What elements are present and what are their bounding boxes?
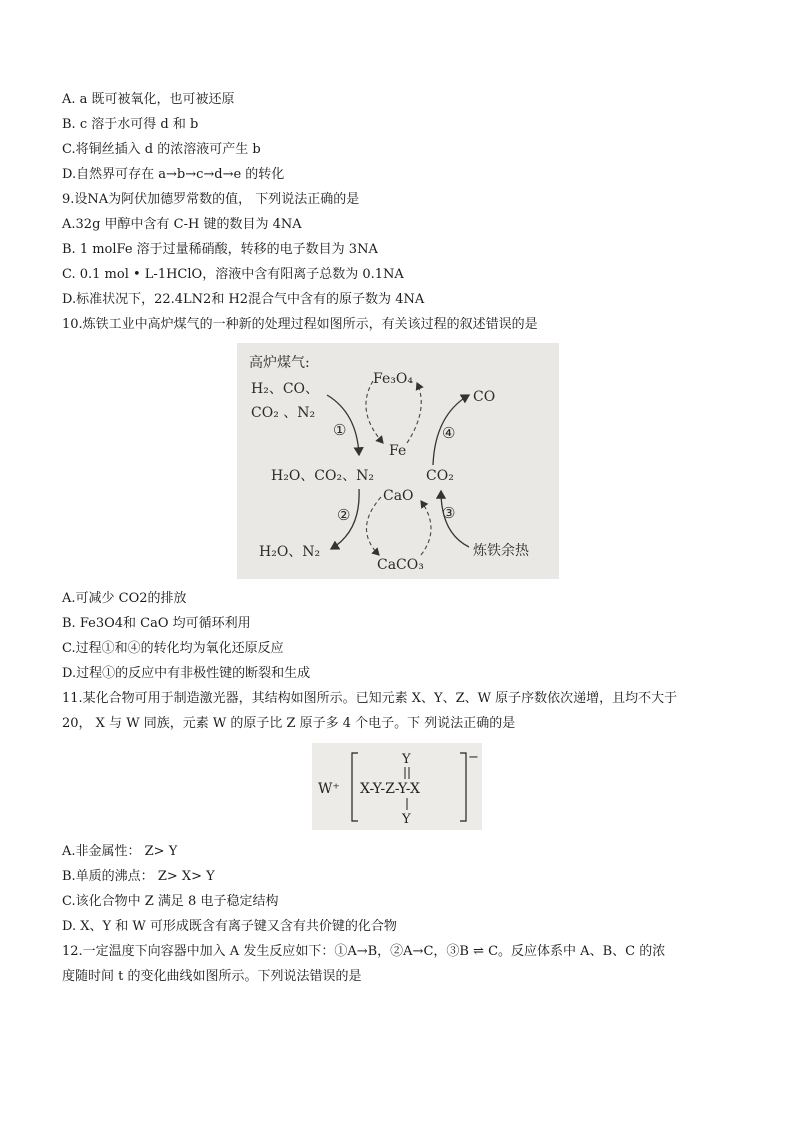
option-10b: B. Fe3O4和 CaO 均可循环利用	[62, 616, 251, 631]
fig2-cation: W⁺	[318, 781, 340, 797]
fig2-chain: X-Y-Z-Y-X	[360, 781, 420, 797]
dashed-arrow-cao-to-caco3	[366, 497, 381, 555]
fig1-gases-1: H₂、CO、	[251, 381, 320, 397]
question-12-stem-1: 12.一定温度下向容器中加入 A 发生反应如下：①A→B，②A→C，③B ⇌ C。反应体系中 A、B、C 的浓	[62, 944, 666, 959]
fig2-bottom-atom: Y	[402, 812, 411, 827]
option-9d: D.标准状况下，22.4LN2和 H2混合气中含有的原子数为 4NA	[62, 292, 425, 307]
fig1-co: CO	[473, 389, 496, 405]
option-8c: C.将铜丝插入 d 的浓溶液可产生 b	[62, 142, 261, 157]
question-11-stem-1: 11.某化合物可用于制造激光器，其结构如图所示。已知元素 X、Y、Z、W 原子序数依次递增，且均不大于	[62, 691, 678, 706]
question-12-stem-2: 度随时间 t 的变化曲线如图所示。下列说法错误的是	[62, 969, 362, 984]
option-10c: C.过程①和④的转化均为氧化还原反应	[62, 641, 284, 656]
dashed-arrow-fe-to-fe3o4	[407, 383, 421, 443]
fig1-step-4: ④	[442, 424, 456, 442]
fig1-caco3: CaCO₃	[377, 557, 424, 573]
option-9b: B. 1 molFe 溶于过量稀硝酸，转移的电子数目为 3NA	[62, 242, 378, 257]
option-10a: A.可减少 CO2的排放	[62, 591, 187, 606]
right-bracket	[460, 753, 466, 821]
fig1-cao: CaO	[383, 488, 414, 504]
fig1-bottom-left: H₂O、N₂	[259, 544, 321, 560]
fig1-fe3o4: Fe₃O₄	[373, 371, 413, 387]
dashed-arrow-fe3o4-to-fe	[366, 381, 383, 443]
left-bracket	[352, 753, 358, 821]
dashed-arrow-caco3-to-cao	[421, 501, 431, 555]
option-8b: B. c 溶于水可得 d 和 b	[62, 117, 199, 132]
fig1-step-1: ①	[333, 421, 347, 439]
fig1-step-3: ③	[442, 504, 456, 522]
option-9c: C. 0.1 mol • L-1HClO，溶液中含有阳离子总数为 0.1NA	[62, 267, 404, 282]
fig1-title: 高炉煤气:	[249, 355, 310, 371]
fig1-fe: Fe	[389, 443, 407, 459]
structure-formula-figure	[312, 743, 482, 830]
fig1-step-2: ②	[337, 506, 351, 524]
question-9-stem: 9.设NA为阿伏加德罗常数的值， 下列说法正确的是	[62, 192, 360, 207]
question-10-stem: 10.炼铁工业中高炉煤气的一种新的处理过程如图所示，有关该过程的叙述错误的是	[62, 317, 538, 332]
option-9a: A.32g 甲醇中含有 C-H 键的数目为 4NA	[62, 217, 302, 232]
fig1-mid-left: H₂O、CO₂、N₂	[271, 468, 374, 484]
option-8a: A. a 既可被氧化，也可被还原	[62, 92, 235, 107]
option-11a: A.非金属性： Z> Y	[62, 844, 178, 859]
option-11d: D. X、Y 和 W 可形成既含有离子键又含有共价键的化合物	[62, 919, 397, 934]
option-11b: B.单质的沸点： Z> X> Y	[62, 869, 215, 884]
fig2-charge: −	[468, 750, 479, 765]
question-11-stem-2: 20， X 与 W 同族，元素 W 的原子比 Z 原子多 4 个电子。下 列说法正确的是	[62, 716, 516, 731]
option-11c: C.该化合物中 Z 满足 8 电子稳定结构	[62, 894, 279, 909]
fig1-co2: CO₂	[426, 468, 454, 484]
option-10d: D.过程①的反应中有非极性键的断裂和生成	[62, 666, 311, 681]
fig1-gases-2: CO₂ 、N₂	[251, 405, 316, 421]
blast-furnace-cycle-figure	[237, 343, 559, 579]
option-8d: D.自然界可存在 a→b→c→d→e 的转化	[62, 167, 285, 182]
fig1-heat: 炼铁余热	[473, 543, 529, 559]
fig2-top-atom: Y	[402, 752, 411, 767]
